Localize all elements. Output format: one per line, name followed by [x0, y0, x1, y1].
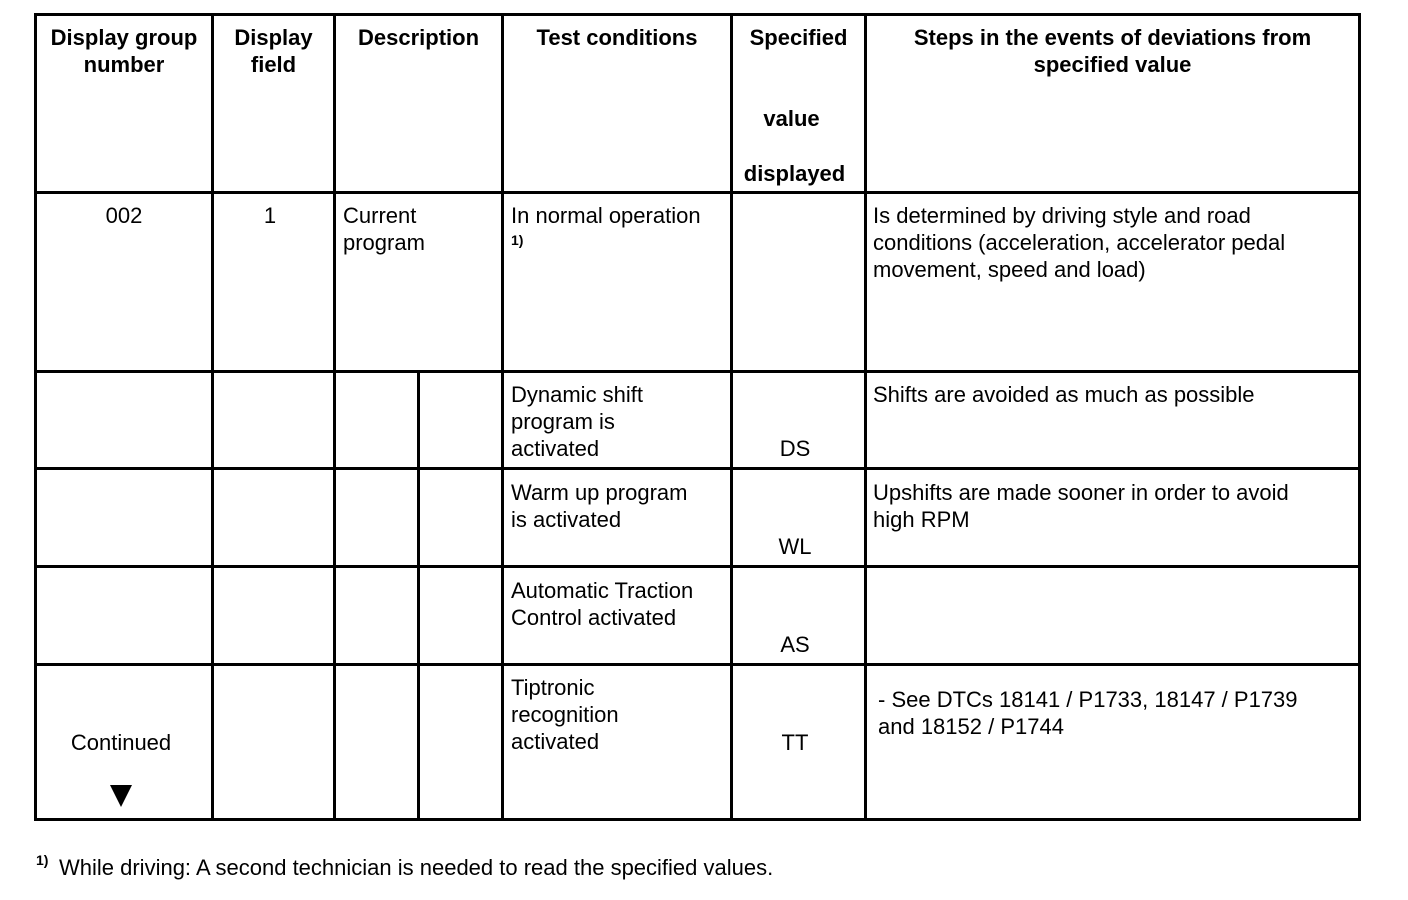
description-cell: Current program: [343, 203, 425, 255]
grid-line: [34, 13, 37, 821]
header-display-group: Display group number: [50, 25, 198, 77]
specified-value: TT: [781, 730, 809, 755]
header-specified-line1: Specified: [749, 25, 848, 50]
test-condition-cell: In normal operation: [511, 203, 701, 228]
steps-cell: - See DTCs 18141 / P1733, 18147 / P1739 and 18152 / P1744: [878, 687, 1298, 739]
steps-cell: Shifts are avoided as much as possible: [873, 382, 1255, 407]
specified-value: WL: [778, 534, 812, 559]
specified-value: DS: [779, 436, 811, 461]
header-display-field: Display field: [234, 25, 313, 77]
grid-line: [501, 13, 504, 821]
footnote-marker: 1): [36, 852, 49, 868]
grid-line: [333, 13, 336, 821]
grid-line: [34, 191, 1361, 194]
grid-line: [1358, 13, 1361, 821]
header-steps: Steps in the events of deviations from specified value: [913, 25, 1312, 77]
steps-cell: Upshifts are made sooner in order to avoid high RPM: [873, 480, 1289, 532]
specified-value: AS: [780, 632, 810, 657]
steps-cell: Is determined by driving style and road conditions (acceleration, accelerator pedal movement, speed and load): [873, 203, 1286, 282]
test-condition-cell: Tiptronic recognition activated: [511, 675, 619, 754]
footnote-text: While driving: A second technician is needed to read the specified values.: [59, 855, 774, 880]
header-specified-line3: displayed: [743, 161, 846, 186]
grid-line: [211, 13, 214, 821]
grid-line: [34, 565, 1361, 568]
continued-label: Continued: [70, 730, 172, 755]
test-condition-cell: Dynamic shift program is activated: [511, 382, 644, 461]
footnote-ref: 1): [511, 232, 524, 248]
grid-line: [34, 818, 1361, 821]
display-group-number: 002: [105, 203, 143, 228]
grid-line: [417, 370, 420, 821]
header-specified-line2: value: [763, 106, 820, 131]
grid-line: [34, 13, 1361, 16]
test-condition-cell: Automatic Traction Control activated: [511, 578, 694, 630]
grid-line: [864, 13, 867, 821]
grid-line: [34, 370, 1361, 373]
test-condition-cell: Warm up program is activated: [511, 480, 688, 532]
header-description: Description: [357, 25, 480, 50]
grid-line: [34, 663, 1361, 666]
header-test-conditions: Test conditions: [536, 25, 698, 50]
down-triangle-icon: [110, 785, 132, 807]
grid-line: [34, 467, 1361, 470]
display-field-number: 1: [263, 203, 277, 228]
grid-line: [730, 13, 733, 821]
